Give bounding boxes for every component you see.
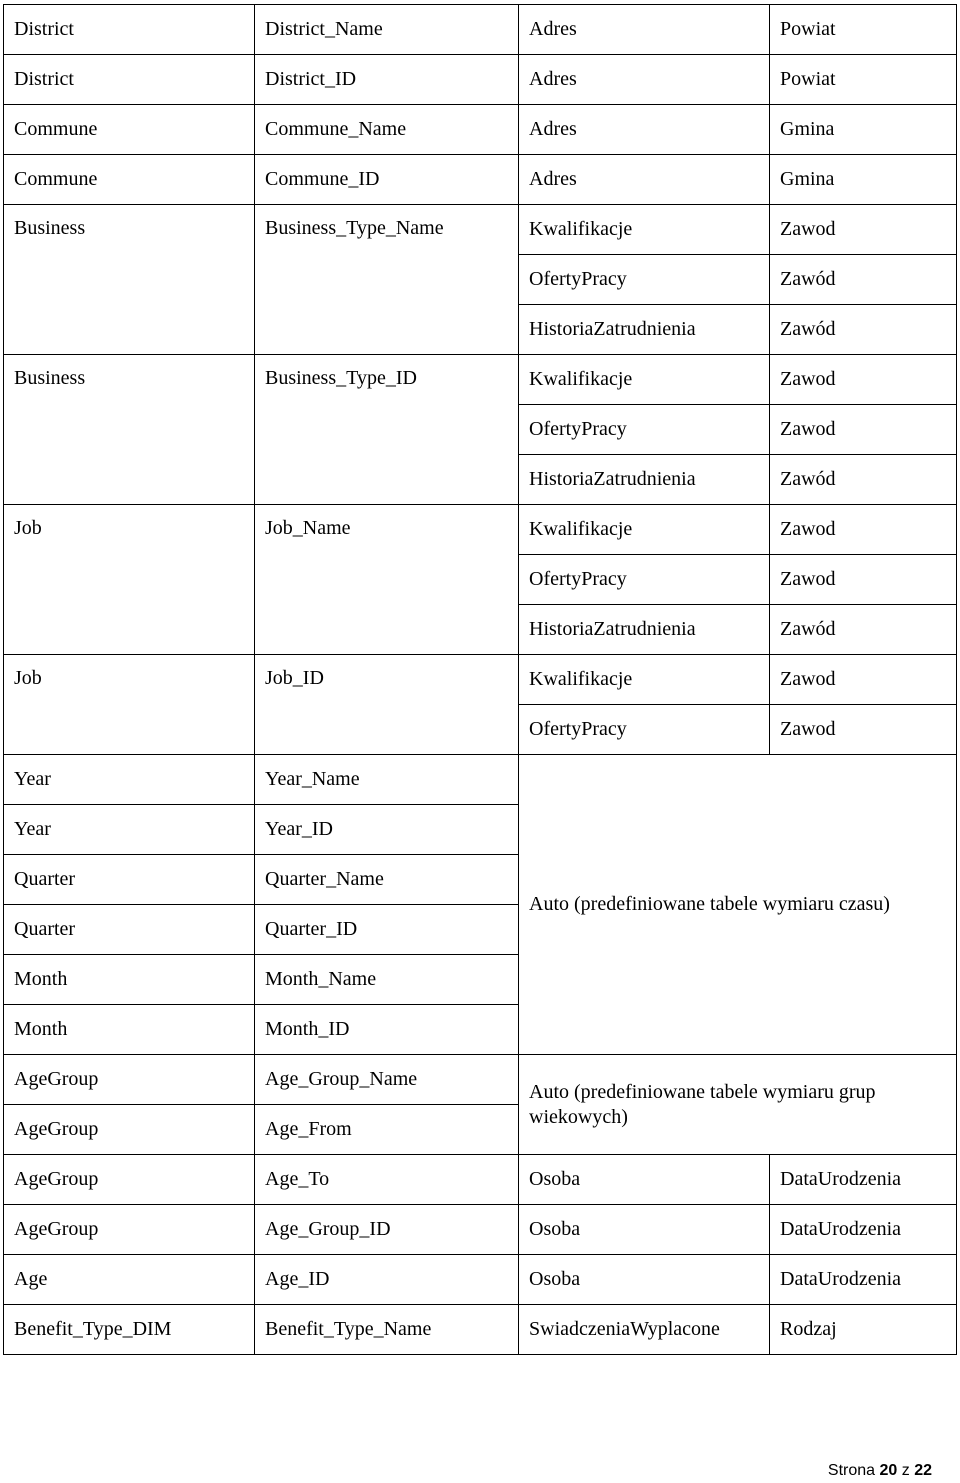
auto-time-cell: Auto (predefiniowane tabele wymiaru czasu) [519,755,957,1055]
table-cell: Zawód [770,255,957,305]
table-cell: Age_Group_ID [255,1205,519,1255]
table-cell: Kwalifikacje [519,205,770,255]
table-cell: Quarter [4,855,255,905]
table-cell: Job [4,505,255,655]
table-cell: Age_ID [255,1255,519,1305]
table-cell: Zawód [770,305,957,355]
page-total: 22 [914,1462,932,1479]
table-cell: Osoba [519,1205,770,1255]
table-cell: Year [4,755,255,805]
table-cell: HistoriaZatrudnienia [519,455,770,505]
table-cell: Job_Name [255,505,519,655]
table-cell: OfertyPracy [519,555,770,605]
table-cell: Quarter_Name [255,855,519,905]
table-row [4,1205,957,1255]
table-cell: Month [4,955,255,1005]
table-cell: AgeGroup [4,1155,255,1205]
table-cell: Benefit_Type_DIM [4,1305,255,1355]
table-cell: AgeGroup [4,1105,255,1155]
table-cell: Age_Group_Name [255,1055,519,1105]
table-cell: Age_To [255,1155,519,1205]
table-row [4,505,957,555]
table-cell: DataUrodzenia [770,1205,957,1255]
table-cell: HistoriaZatrudnienia [519,305,770,355]
table-cell: OfertyPracy [519,405,770,455]
table-cell: SwiadczeniaWyplacone [519,1305,770,1355]
table-cell: Business [4,355,255,505]
table-cell: Powiat [770,55,957,105]
table-cell: Kwalifikacje [519,355,770,405]
table-cell: Year_Name [255,755,519,805]
table-cell: Age [4,1255,255,1305]
table-cell: Business_Type_ID [255,355,519,505]
table-cell: Commune_ID [255,155,519,205]
table-cell: Month_Name [255,955,519,1005]
table-cell: Year_ID [255,805,519,855]
table-cell: Business [4,205,255,355]
table-cell: Osoba [519,1155,770,1205]
table-cell: Quarter_ID [255,905,519,955]
table-cell: Adres [519,105,770,155]
table-row [4,5,957,55]
table-cell: Adres [519,5,770,55]
page-number: 20 [879,1462,898,1479]
table-cell: Adres [519,55,770,105]
table-cell: Benefit_Type_Name [255,1305,519,1355]
table-cell: Commune_Name [255,105,519,155]
table-cell: Commune [4,155,255,205]
table-cell: Zawod [770,405,957,455]
table-row [4,355,957,405]
table-cell: Gmina [770,105,957,155]
table-cell: Commune [4,105,255,155]
table-cell: Gmina [770,155,957,205]
table-cell: AgeGroup [4,1055,255,1105]
table-row [4,655,957,705]
table-cell: Zawod [770,555,957,605]
table-cell: Zawod [770,205,957,255]
table-cell: Month [4,1005,255,1055]
table-cell: Quarter [4,905,255,955]
table-cell: Kwalifikacje [519,655,770,705]
auto-age-group-cell: Auto (predefiniowane tabele wymiaru grup wiekowych) [519,1055,957,1155]
table-cell: District [4,55,255,105]
page-label: Strona [827,1462,876,1479]
table-cell: District_Name [255,5,519,55]
table-row [4,1255,957,1305]
table-cell: Business_Type_Name [255,205,519,355]
table-row [4,105,957,155]
table-cell: Year [4,805,255,855]
table-row [4,155,957,205]
table-cell: Powiat [770,5,957,55]
table-cell: DataUrodzenia [770,1255,957,1305]
table-cell: OfertyPracy [519,255,770,305]
table-cell: Zawod [770,355,957,405]
table-cell: Zawod [770,655,957,705]
table-cell: Adres [519,155,770,205]
table-cell: Job_ID [255,655,519,755]
table-cell: Month_ID [255,1005,519,1055]
page-separator: z [901,1462,910,1479]
mapping-table [3,4,957,1355]
table-cell: Zawod [770,705,957,755]
table-row [4,1055,957,1105]
table-row [4,205,957,255]
table-cell: Rodzaj [770,1305,957,1355]
table-cell: HistoriaZatrudnienia [519,605,770,655]
table-row [4,1305,957,1355]
table-row [4,755,957,805]
table-cell: Osoba [519,1255,770,1305]
table-cell: Zawód [770,605,957,655]
table-row [4,55,957,105]
table-cell: Zawod [770,505,957,555]
table-cell: Zawód [770,455,957,505]
table-cell: District [4,5,255,55]
table-cell: Kwalifikacje [519,505,770,555]
table-row [4,1155,957,1205]
table-cell: District_ID [255,55,519,105]
table-cell: Job [4,655,255,755]
page-footer [828,1462,932,1480]
table-cell: DataUrodzenia [770,1155,957,1205]
table-cell: Age_From [255,1105,519,1155]
table-cell: OfertyPracy [519,705,770,755]
table-cell: AgeGroup [4,1205,255,1255]
